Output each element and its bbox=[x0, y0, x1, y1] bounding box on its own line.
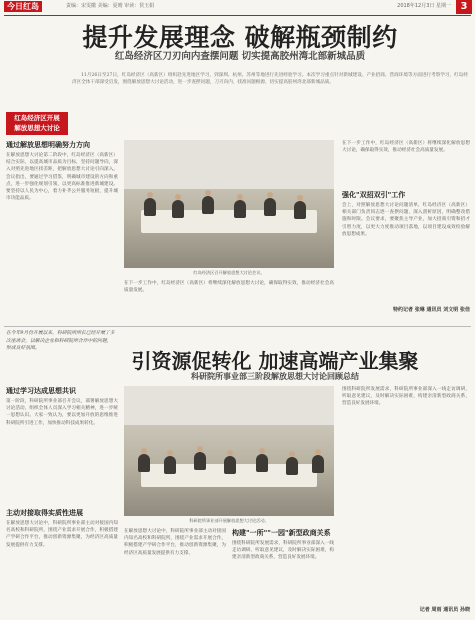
article2-col4: 围绕科研院所发展需求，科研院所事业部深入一线走访调研，听取意见建议，及时解决实际困难，构建亲清新型政商关系，营造良好发展环境。 bbox=[342, 387, 470, 407]
article1-headline: 提升发展理念 破解瓶颈制约 bbox=[82, 23, 398, 52]
article1-col2: 在下一步工作中，红岛经济区（高新区）将继续深化解放思想大讨论，确保取得实效，推动经济社会高质量发展。 bbox=[124, 281, 334, 294]
article1-col3-top: 在下一步工作中，红岛经济区（高新区）将继续深化解放思想大讨论，确保取得实效，推动经济社会高质量发展。 bbox=[342, 141, 470, 154]
article2-photo-caption: 科研院所事业部开展解放思想大讨论活动。 bbox=[189, 518, 269, 523]
article1-tag-line2: 解放思想大讨论 bbox=[14, 124, 60, 132]
masthead bbox=[0, 0, 475, 14]
article2-photo bbox=[124, 386, 334, 516]
article2-col2b: 在解放思想大讨论中，科研院所事业部主动对接国内知名高校和科研院所，围绕产业需求开展合作，积极搭建产学研合作平台，推动创新资源集聚，为经济区高质量发展提供有力支撑。 bbox=[124, 529, 226, 556]
inset-text: 在今年9月份开展以来，科研院所所长已经开展了多次座谈会，以解决企业和科研院所合作中的问题，形成良好氛围。 bbox=[6, 331, 115, 351]
article2-section3-title: 构建"一所""一园"新型政商关系 bbox=[232, 529, 331, 537]
article1-photo-caption: 红岛经济区召开解放思想大讨论会议。 bbox=[193, 270, 265, 275]
masthead-rule bbox=[4, 15, 471, 16]
page-number: 3 bbox=[456, 0, 472, 14]
article2-col1: 第一阶段，科研院所事业部召开会议，部署解放思想大讨论活动，组织全体人员深入学习相关精神，进一步统一思想认识。大家一致认为，要以更加开放的思维推进科研院所引进工作，加快推动科技成果转化。 bbox=[6, 399, 118, 426]
article1-section2-title: 强化"双招双引"工作 bbox=[342, 191, 406, 199]
article1-photo bbox=[124, 140, 334, 268]
editor-credits: 责编：宋雯徽 美编：夏晴 审读：侯玉娟 bbox=[66, 3, 155, 9]
article2-section1-title: 通过学习达成思想共识 bbox=[6, 387, 76, 395]
article1-col3: 会上，对照解放思想大讨论问题清单，红岛经济区（高新区）相关部门负责同志逐一查摆问题，深入剖析原因，明确整改措施和时限。会议要求，要聚焦主导产业，加大招商引资和招才引智力度，以更大力度推动项目落地，以项目建设成效检验解放思想成果。 bbox=[342, 203, 470, 237]
article1-tag-line1: 红岛经济区开展 bbox=[14, 114, 60, 122]
article1-subhead: 红岛经济区刀刃向内查摆问题 切实提高胶州湾北部新城品质 bbox=[114, 51, 366, 62]
newspaper-logo: 今日红岛 bbox=[4, 1, 42, 12]
article2-subhead: 科研院所事业部三阶段解放思想大讨论回顾总结 bbox=[191, 372, 359, 381]
article2-headline: 引资源促转化 加速高端产业集聚 bbox=[131, 349, 419, 373]
article1-lede: 11月26日至27日，红岛经济区（高新区）组织赴先进地区学习，到深圳、杭州、苏州等地进行先进经验学习。本次学习重点针对新城建设、产业招商、营商环境等方面进行考察学习，红岛经济区全体干部深受启发，围绕解放思想大讨论活动，进一步查摆问题，刀刃向内，找准问题根源，切实提高胶州湾北部新城品质。 bbox=[72, 73, 468, 86]
issue-date: 2018年12月3日 星期一 bbox=[397, 3, 451, 9]
section-divider bbox=[4, 326, 471, 327]
article1-tag bbox=[6, 112, 68, 135]
article1-signature: 特约记者 张琳 通讯员 刘文明 张佳 bbox=[393, 307, 470, 313]
article1-section1-title: 通过解放思想明确努力方向 bbox=[6, 141, 90, 149]
article2-col2: 在解放思想大讨论中，科研院所事业部主动对接国内知名高校和科研院所，围绕产业需求开展合作，积极搭建产学研合作平台，推动创新资源集聚，为经济区高质量发展提供有力支撑。 bbox=[6, 521, 118, 548]
article2-section2-title: 主动对接取得实质性进展 bbox=[6, 509, 83, 517]
article2-col3: 围绕科研院所发展需求，科研院所事业部深入一线走访调研，听取意见建议，及时解决实际困难，构建亲清新型政商关系，营造良好发展环境。 bbox=[232, 541, 334, 561]
article1-col1: 在解放思想大讨论第二阶段中，红岛经济区（高新区）结合实际，以提高城市品质为目标，坚持问题导向，深入对照先进地区找差距，把解放思想大讨论引向深入。会议指出，要通过学习借鉴，明确城市建设的方向和重点，进一步强化规划引领，以更高标准推进新城建设。要坚持以人民为中心，着力补齐公共服务短板，提升城市功能品质。 bbox=[6, 153, 118, 202]
article2-signature: 记者 周雨 通讯员 孙晓 bbox=[419, 607, 470, 613]
